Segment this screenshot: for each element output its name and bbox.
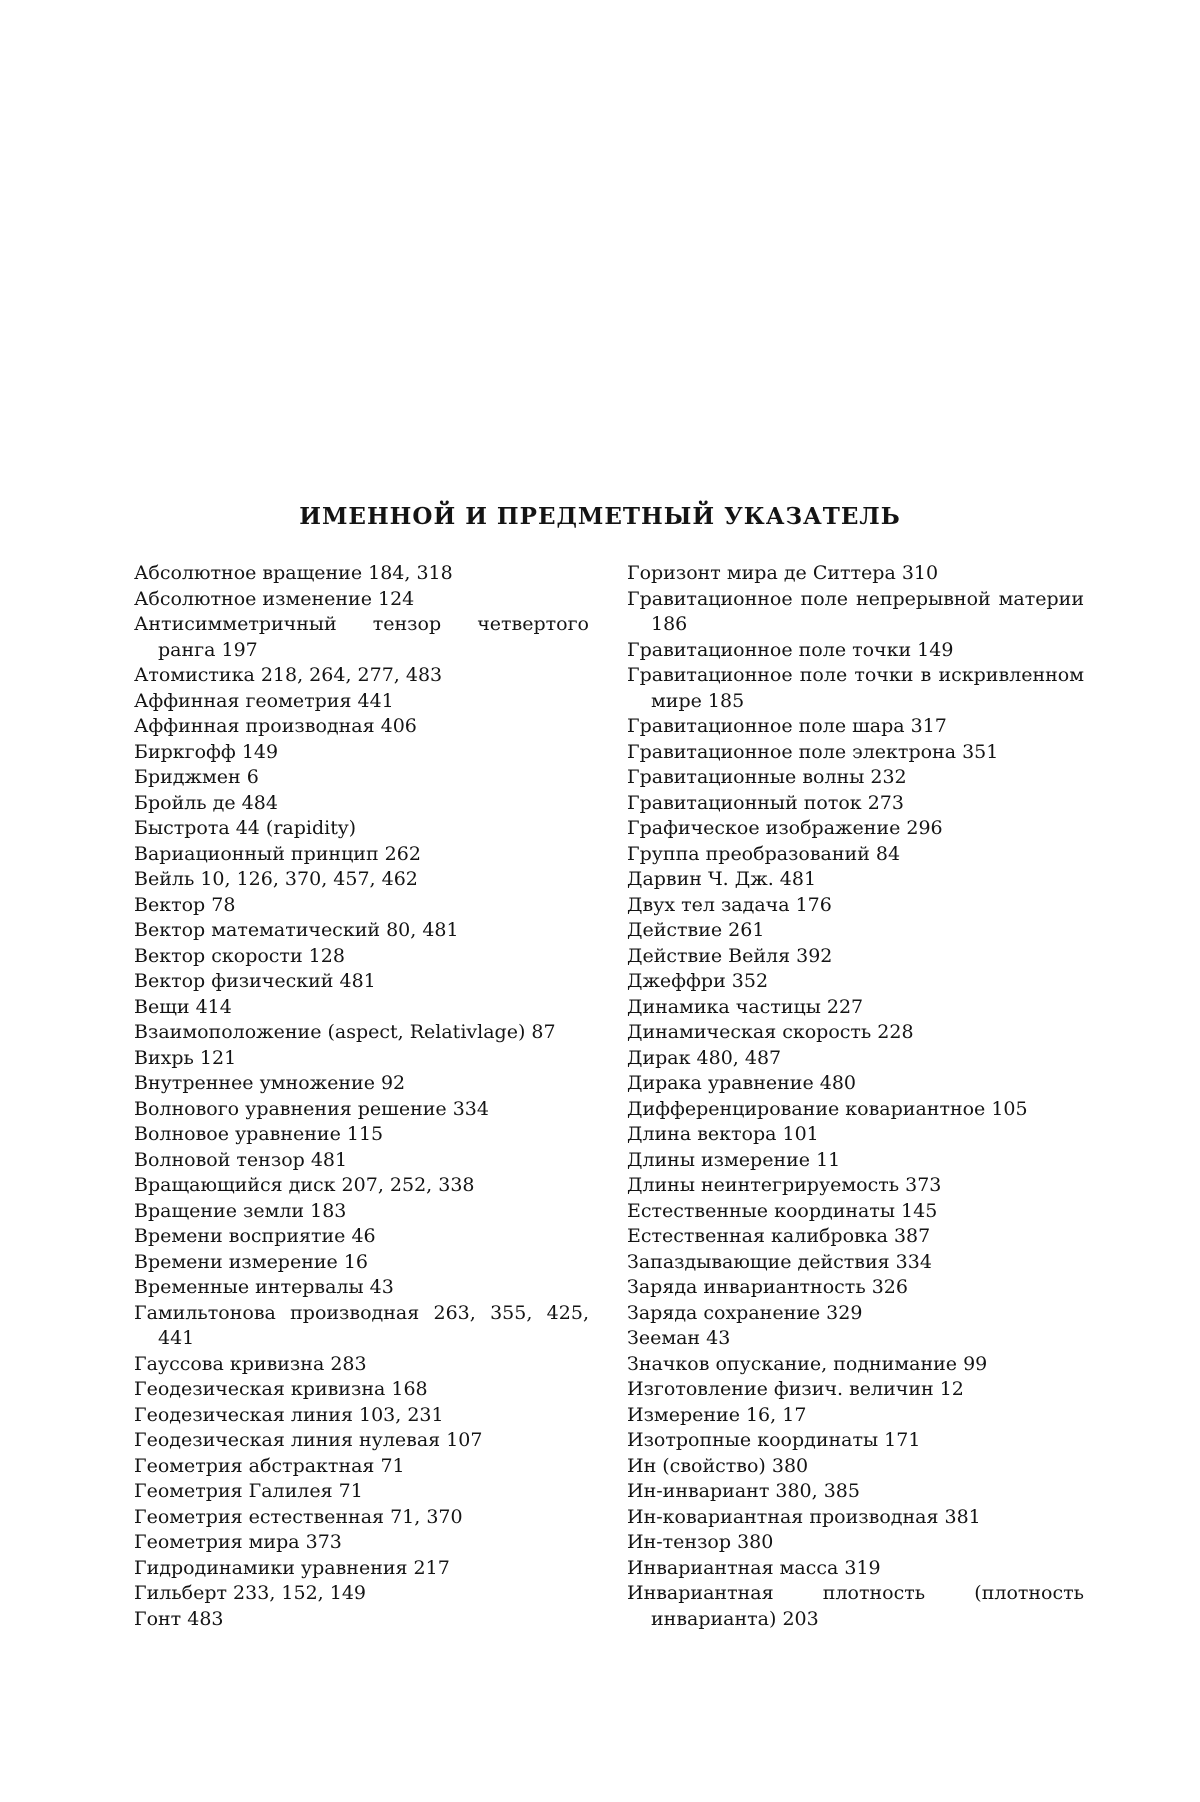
index-entry: Абсолютное изменение 124 [134,587,415,610]
index-entry: Биркгофф 149 [134,740,279,763]
index-entry: Действие 261 [627,919,765,941]
index-entry: Геодезическая кривизна 168 [134,1378,428,1400]
index-column-right [627,561,1084,1632]
index-entry: Изготовление физич. величин 12 [627,1378,964,1400]
index-entry: Ин-ковариантная производная 381 [627,1505,981,1528]
index-entry: Гильберт 233, 152, 149 [134,1582,367,1604]
index-entry: Геодезическая линия нулевая 107 [134,1429,483,1451]
index-entry: Гравитационное поле шара 317 [627,715,947,737]
index-entry: Графическое изображение 296 [627,817,943,839]
index-entry: Вариационный принцип 262 [134,842,421,865]
index-column-left [134,561,589,1632]
index-entry: Вектор физический 481 [134,970,376,992]
index-entry: Заряда инвариантность 326 [627,1276,908,1298]
index-entry: Двух тел задача 176 [627,893,832,916]
index-entry: Вещи 414 [134,995,232,1018]
index-entry: Естественная калибровка 387 [627,1225,931,1247]
index-entry: Волнового уравнения решение 334 [134,1097,489,1120]
index-entry: Гравитационное поле точки в искривленном мире 185 [627,664,1084,712]
index-entry: Быстрота 44 (rapidity) [134,817,357,839]
index-entry: Геометрия абстрактная 71 [134,1454,405,1477]
index-entry: Значков опускание, поднимание 99 [627,1352,988,1375]
index-entry: Времени восприятие 46 [134,1225,376,1247]
index-entry: Вейль 10, 126, 370, 457, 462 [134,868,418,890]
index-entry: Дарвин Ч. Дж. 481 [627,868,817,890]
index-entry: Группа преобразований 84 [627,842,901,865]
index-entry: Динамика частицы 227 [627,995,864,1018]
index-entry: Гамильтонова производная 263, 355, 425, 441 [134,1301,589,1349]
index-entry: Бройль де 484 [134,791,278,814]
index-entry: Гравитационное поле непрерывной материи 186 [627,587,1084,635]
index-entry: Волновое уравнение 115 [134,1123,384,1145]
index-entry: Дирак 480, 487 [627,1046,782,1069]
index-entry: Геометрия естественная 71, 370 [134,1505,463,1528]
index-entry: Гравитационное поле точки 149 [627,638,954,661]
index-entry: Действие Вейля 392 [627,944,833,967]
index-entry: Вихрь 121 [134,1046,237,1069]
index-entry: Гравитационные волны 232 [627,766,907,788]
index-entry: Ин-тензор 380 [627,1531,774,1553]
index-entry: Геодезическая линия 103, 231 [134,1403,444,1426]
index-entry: Абсолютное вращение 184, 318 [134,562,453,584]
index-entry: Изотропные координаты 171 [627,1429,921,1451]
index-entry: Дифференцирование ковариантное 105 [627,1097,1028,1120]
index-entry: Естественные координаты 145 [627,1199,938,1222]
index-entry: Измерение 16, 17 [627,1403,807,1426]
index-entry: Гравитационный поток 273 [627,791,904,814]
index-entry: Запаздывающие действия 334 [627,1250,932,1273]
index-entry: Зееман 43 [627,1327,731,1349]
index-entry: Геометрия мира 373 [134,1531,342,1553]
index-entry: Ин (свойство) 380 [627,1454,809,1477]
index-entry: Гидродинамики уравнения 217 [134,1556,450,1579]
index-entry: Гонт 483 [134,1607,224,1630]
index-entry: Временные интервалы 43 [134,1276,394,1298]
index-entry: Атомистика 218, 264, 277, 483 [134,664,443,686]
index-entry: Взаимоположение (aspect, Relativlage) 87 [134,1021,556,1043]
index-entry: Внутреннее умножение 92 [134,1072,406,1094]
index-entry: Инвариантная масса 319 [627,1556,881,1579]
index-entry: Гауссова кривизна 283 [134,1352,367,1375]
index-entry: Вектор математический 80, 481 [134,919,459,941]
index-entry: Ин-инвариант 380, 385 [627,1480,860,1502]
index-entry: Антисимметричный тензор четвертого ранга 197 [134,613,589,661]
index-entry: Дирака уравнение 480 [627,1072,856,1094]
index-entry: Аффинная производная 406 [134,715,417,737]
index-entry: Бриджмен 6 [134,766,259,788]
index-entry: Вращающийся диск 207, 252, 338 [134,1174,475,1196]
index-entry: Динамическая скорость 228 [627,1021,914,1043]
index-entry: Длины измерение 11 [627,1148,841,1171]
index-entry: Вектор 78 [134,893,236,916]
index-entry: Инвариантная плотность (плотность инварианта) 203 [627,1582,1084,1630]
index-entry: Джеффри 352 [627,970,769,992]
index-entry: Геометрия Галилея 71 [134,1480,363,1502]
index-entry: Вращение земли 183 [134,1199,347,1222]
index-entry: Длина вектора 101 [627,1123,819,1145]
page-title: ИМЕННОЙ И ПРЕДМЕТНЫЙ УКАЗАТЕЛЬ [299,503,901,530]
index-entry: Гравитационное поле электрона 351 [627,740,999,763]
index-entry: Времени измерение 16 [134,1250,369,1273]
index-entry: Вектор скорости 128 [134,944,345,967]
index-entry: Заряда сохранение 329 [627,1301,863,1324]
index-entry: Горизонт мира де Ситтера 310 [627,562,939,584]
index-entry: Волновой тензор 481 [134,1148,348,1171]
index-entry: Аффинная геометрия 441 [134,689,394,712]
index-entry: Длины неинтегрируемость 373 [627,1174,942,1196]
